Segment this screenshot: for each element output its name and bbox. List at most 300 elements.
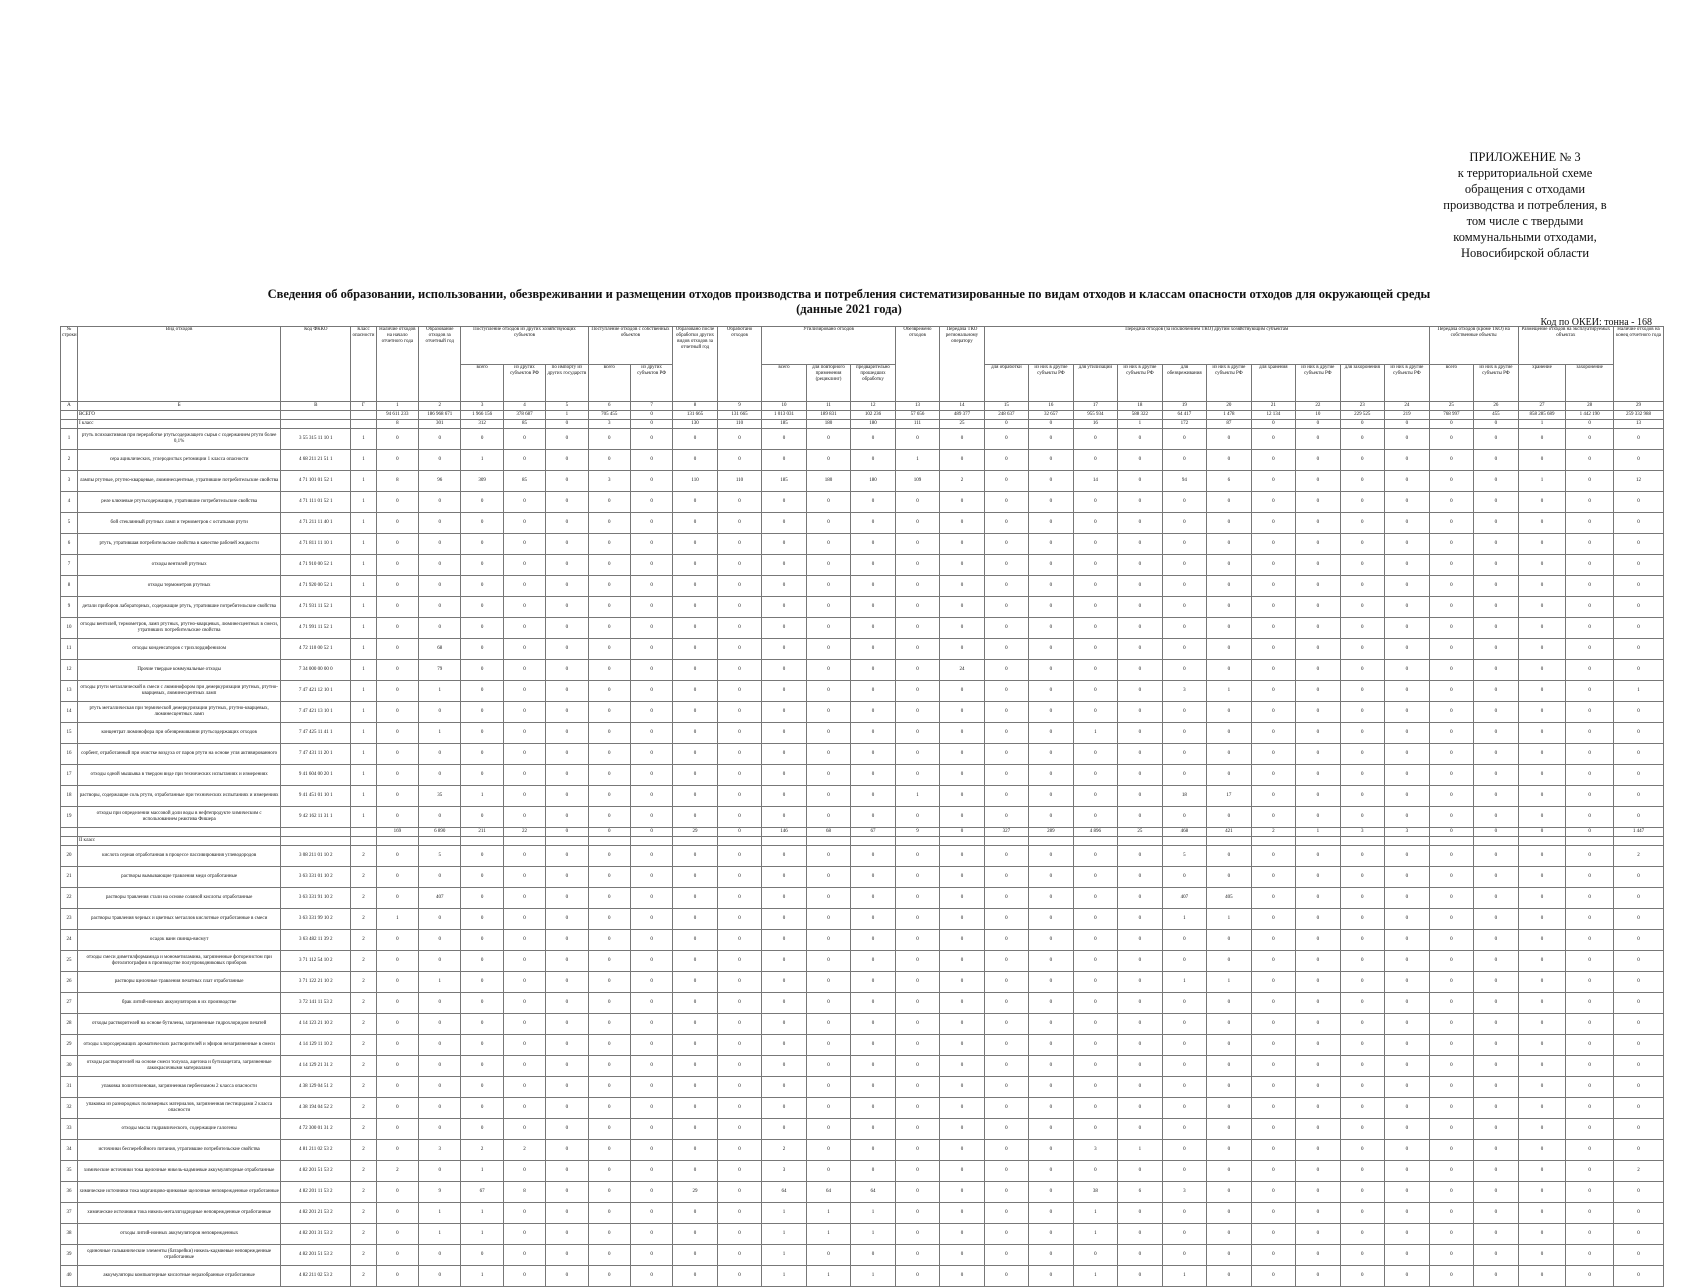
waste-name: кислота серная отработанная в процессе пассивирования углеводородов	[77, 846, 280, 867]
table-cell: 0	[461, 1098, 503, 1119]
table-cell: 0	[984, 723, 1028, 744]
table-cell: 0	[1566, 951, 1614, 972]
table-cell: 0	[546, 660, 588, 681]
table-cell: 0	[1614, 702, 1664, 723]
table-cell: 0	[419, 1056, 461, 1077]
table-cell: 3	[1162, 681, 1206, 702]
table-cell: 0	[1029, 450, 1073, 471]
table-cell: 0	[851, 930, 895, 951]
table-cell: 0	[717, 867, 761, 888]
table-cell: 0	[717, 744, 761, 765]
table-cell: 0	[1429, 1182, 1473, 1203]
table-cell: 211	[461, 828, 503, 837]
table-cell: 0	[1340, 951, 1384, 972]
column-number-cell: А	[61, 402, 78, 411]
table-cell: 0	[717, 1056, 761, 1077]
table-cell: 0	[419, 492, 461, 513]
table-cell: 0	[717, 576, 761, 597]
table-cell: 0	[376, 1014, 418, 1035]
table-cell: 0	[984, 909, 1028, 930]
table-cell: 0	[984, 765, 1028, 786]
table-cell: 0	[1340, 744, 1384, 765]
table-cell: 0	[1207, 1077, 1251, 1098]
table-cell: 0	[673, 1119, 717, 1140]
header-sub: из них в другие субъекты РФ	[1118, 365, 1162, 402]
table-cell: 0	[419, 867, 461, 888]
column-number-cell: 15	[984, 402, 1028, 411]
table-cell: 0	[1385, 765, 1430, 786]
column-number-cell: 25	[1429, 402, 1473, 411]
table-cell: 0	[503, 1056, 545, 1077]
table-cell: 0	[461, 909, 503, 930]
table-cell: 0	[673, 930, 717, 951]
table-cell: 0	[762, 618, 806, 639]
column-number-cell: 5	[546, 402, 588, 411]
table-cell: 0	[630, 597, 672, 618]
table-cell: 0	[1251, 513, 1295, 534]
table-cell: 0	[503, 1098, 545, 1119]
table-cell: 0	[376, 513, 418, 534]
table-cell: 130	[673, 420, 717, 429]
table-row	[61, 1035, 1664, 1056]
table-cell: 0	[588, 744, 630, 765]
table-cell: 17	[1207, 786, 1251, 807]
table-cell: 0	[1073, 951, 1117, 972]
table-cell: 489 377	[940, 411, 984, 420]
table-cell: 0	[1118, 1077, 1162, 1098]
table-cell: 0	[717, 951, 761, 972]
table-cell: 0	[1385, 993, 1430, 1014]
table-cell: 0	[940, 930, 984, 951]
table-cell: 0	[1207, 723, 1251, 744]
table-cell: 0	[940, 1203, 984, 1224]
table-cell: 0	[1251, 1119, 1295, 1140]
table-cell: 0	[1073, 1014, 1117, 1035]
table-cell: 0	[806, 618, 850, 639]
table-cell: 0	[376, 867, 418, 888]
table-cell: 12	[1614, 471, 1664, 492]
table-cell: 0	[762, 909, 806, 930]
table-cell: 0	[503, 513, 545, 534]
table-cell: 0	[1207, 993, 1251, 1014]
table-cell: 111	[895, 420, 939, 429]
table-cell: 0	[1340, 1182, 1384, 1203]
table-cell: 0	[1340, 909, 1384, 930]
row-label: I класс	[77, 420, 280, 429]
fkko-code: 3 72 141 11 53 2	[281, 993, 351, 1014]
table-cell: 0	[1029, 1119, 1073, 1140]
table-cell: 0	[588, 681, 630, 702]
table-cell: 0	[895, 1161, 939, 1182]
table-cell: 0	[461, 867, 503, 888]
appendix-line: обращения с отходами	[1464, 182, 1586, 196]
table-cell: 0	[851, 909, 895, 930]
table-cell: 0	[762, 1119, 806, 1140]
fkko-code: 3 63 482 11 39 2	[281, 930, 351, 951]
table-cell: 0	[1429, 744, 1473, 765]
table-cell: 68	[419, 639, 461, 660]
table-cell: 0	[1296, 951, 1340, 972]
table-cell: 0	[503, 888, 545, 909]
hazard-class: 1	[351, 555, 376, 576]
table-cell: 327	[984, 828, 1028, 837]
fkko-code: 4 82 201 51 53 2	[281, 1245, 351, 1266]
table-cell: 0	[461, 930, 503, 951]
hazard-class: 2	[351, 1266, 376, 1287]
table-cell: 0	[1566, 1077, 1614, 1098]
table-cell: 0	[1296, 681, 1340, 702]
table-cell: 0	[1118, 1203, 1162, 1224]
table-cell: 0	[1251, 1035, 1295, 1056]
row-number: 40	[61, 1266, 78, 1287]
fkko-code: 4 71 101 01 52 1	[281, 471, 351, 492]
table-cell: 0	[895, 1224, 939, 1245]
table-row	[61, 450, 1664, 471]
table-cell: 0	[1340, 930, 1384, 951]
table-cell: 0	[1118, 1224, 1162, 1245]
table-cell: 0	[588, 597, 630, 618]
table-cell	[461, 837, 503, 846]
table-cell: 0	[1474, 993, 1519, 1014]
table-cell: 0	[546, 807, 588, 828]
table-cell: 0	[762, 930, 806, 951]
table-cell: 0	[1518, 972, 1566, 993]
table-cell: 0	[1385, 1203, 1430, 1224]
table-cell: 0	[1029, 1161, 1073, 1182]
table-cell: 0	[1474, 1224, 1519, 1245]
table-cell: 1	[851, 1224, 895, 1245]
table-cell: 0	[1340, 1077, 1384, 1098]
fkko-code: 3 63 331 99 10 2	[281, 909, 351, 930]
table-cell: 0	[1029, 513, 1073, 534]
table-cell: 0	[630, 702, 672, 723]
table-cell: 94 611 233	[376, 411, 418, 420]
table-cell: 0	[984, 660, 1028, 681]
table-row	[61, 1161, 1664, 1182]
table-cell: 0	[588, 723, 630, 744]
hazard-class: 1	[351, 492, 376, 513]
table-cell: 0	[940, 786, 984, 807]
table-cell: 38	[1073, 1182, 1117, 1203]
table-cell: 0	[1429, 1224, 1473, 1245]
table-cell: 1	[762, 1245, 806, 1266]
table-cell: 0	[673, 1245, 717, 1266]
table-cell: 0	[1073, 1098, 1117, 1119]
table-cell: 0	[1614, 1245, 1664, 1266]
table-cell: 0	[588, 1224, 630, 1245]
table-cell: 1	[1296, 828, 1340, 837]
table-cell: 0	[1566, 867, 1614, 888]
table-cell: 0	[1474, 1266, 1519, 1287]
table-cell: 0	[940, 555, 984, 576]
header-sub: всего	[1429, 365, 1473, 402]
table-cell: 0	[984, 1098, 1028, 1119]
column-number-cell: 19	[1162, 402, 1206, 411]
row-number: 37	[61, 1203, 78, 1224]
column-number-cell: 18	[1118, 402, 1162, 411]
table-cell: 0	[1251, 846, 1295, 867]
table-cell: 0	[806, 765, 850, 786]
table-cell: 0	[940, 702, 984, 723]
table-cell: 180	[806, 471, 850, 492]
table-cell: 131 665	[673, 411, 717, 420]
table-cell: 0	[851, 702, 895, 723]
table-cell: 0	[895, 1056, 939, 1077]
table-cell: 0	[1385, 597, 1430, 618]
table-cell: 0	[588, 1014, 630, 1035]
table-cell: 5	[419, 846, 461, 867]
table-body	[61, 411, 1664, 1287]
table-cell: 0	[1518, 744, 1566, 765]
table-cell: 0	[1340, 1098, 1384, 1119]
table-cell	[503, 837, 545, 846]
table-cell: 0	[1474, 1119, 1519, 1140]
table-cell: 0	[546, 1056, 588, 1077]
table-cell: 0	[1251, 555, 1295, 576]
table-cell: 0	[1614, 951, 1664, 972]
table-cell: 0	[1385, 681, 1430, 702]
table-cell: 0	[717, 786, 761, 807]
table-cell: 0	[1118, 807, 1162, 828]
column-number-cell: В	[281, 402, 351, 411]
waste-name: источники бесперебойного питания, утратившие потребительские свойства	[77, 1140, 280, 1161]
table-row	[61, 471, 1664, 492]
table-cell: 0	[1207, 765, 1251, 786]
column-number-cell: 12	[851, 402, 895, 411]
table-cell: 0	[1162, 576, 1206, 597]
table-cell: 0	[1296, 534, 1340, 555]
table-cell: 0	[1429, 702, 1473, 723]
table-cell: 0	[1251, 534, 1295, 555]
table-cell: 0	[376, 597, 418, 618]
hazard-class: 2	[351, 909, 376, 930]
appendix-line: ПРИЛОЖЕНИЕ № 3	[1469, 150, 1581, 164]
hazard-class: 2	[351, 846, 376, 867]
table-cell: 0	[1118, 867, 1162, 888]
table-cell: 0	[1614, 1266, 1664, 1287]
table-cell: 0	[673, 807, 717, 828]
table-cell: 0	[1207, 534, 1251, 555]
header-end-balance: Наличие отходов на конец отчетного года	[1614, 327, 1664, 402]
header-formed: Образование отходов за отчетный год	[419, 327, 461, 402]
table-cell: 0	[1207, 1014, 1251, 1035]
table-cell: 0	[673, 951, 717, 972]
table-cell: 0	[1614, 1077, 1664, 1098]
table-cell: 0	[1614, 1140, 1664, 1161]
table-cell: 0	[940, 723, 984, 744]
table-cell	[940, 837, 984, 846]
table-cell: 0	[588, 1161, 630, 1182]
table-cell: 9	[895, 828, 939, 837]
table-cell: 0	[419, 1245, 461, 1266]
table-cell: 0	[895, 429, 939, 450]
table-cell: 0	[1296, 1140, 1340, 1161]
table-cell: 0	[1340, 492, 1384, 513]
table-cell: 0	[984, 555, 1028, 576]
table-cell: 110	[673, 471, 717, 492]
table-cell: 0	[1474, 555, 1519, 576]
table-cell: 0	[630, 909, 672, 930]
table-cell: 0	[1029, 1098, 1073, 1119]
table-cell: 0	[1207, 807, 1251, 828]
header-sub: из других субъектов РФ	[503, 365, 545, 402]
appendix-line: том числе с твердыми	[1466, 214, 1584, 228]
fkko-code: 4 82 211 02 53 2	[281, 1266, 351, 1287]
table-cell: 0	[984, 429, 1028, 450]
table-cell: 0	[461, 555, 503, 576]
table-cell: 0	[1474, 951, 1519, 972]
table-cell: 0	[1385, 951, 1430, 972]
table-cell: 0	[895, 993, 939, 1014]
table-cell: 1	[1073, 1224, 1117, 1245]
table-cell: 0	[673, 702, 717, 723]
table-cell: 0	[1162, 951, 1206, 972]
table-cell: 0	[806, 555, 850, 576]
table-cell: 3	[588, 420, 630, 429]
table-cell: 0	[1207, 618, 1251, 639]
table-cell: 0	[1118, 846, 1162, 867]
table-cell: 0	[1073, 744, 1117, 765]
table-cell: 0	[588, 1056, 630, 1077]
table-cell: 0	[1251, 867, 1295, 888]
hazard-class: 2	[351, 951, 376, 972]
table-cell: 0	[1429, 828, 1473, 837]
table-cell: 0	[1296, 513, 1340, 534]
table-cell: 0	[1162, 555, 1206, 576]
fkko-code: 4 14 129 21 31 2	[281, 1056, 351, 1077]
table-cell: 0	[851, 1056, 895, 1077]
table-cell: 0	[1474, 930, 1519, 951]
table-row	[61, 867, 1664, 888]
table-cell: 0	[1162, 1161, 1206, 1182]
table-cell: 0	[1207, 597, 1251, 618]
table-cell: 0	[376, 765, 418, 786]
table-cell: 94	[1162, 471, 1206, 492]
table-cell: 0	[940, 639, 984, 660]
table-cell: 0	[1029, 1140, 1073, 1161]
table-cell: 0	[419, 702, 461, 723]
table-cell: 0	[1029, 1056, 1073, 1077]
table-cell: 0	[1251, 807, 1295, 828]
table-cell: 0	[546, 786, 588, 807]
header-sub: захоронение	[1566, 365, 1614, 402]
table-cell: 0	[895, 597, 939, 618]
table-cell: 0	[1340, 993, 1384, 1014]
table-cell: 0	[1073, 888, 1117, 909]
table-cell: 0	[717, 846, 761, 867]
table-cell: 0	[1518, 993, 1566, 1014]
table-cell: 0	[419, 513, 461, 534]
table-cell: 0	[806, 450, 850, 471]
table-cell: 301	[419, 420, 461, 429]
table-cell: 0	[851, 846, 895, 867]
fkko-code: 4 72 110 00 52 1	[281, 639, 351, 660]
table-cell: 0	[1385, 1056, 1430, 1077]
table-cell: 2	[1251, 828, 1295, 837]
table-cell: 0	[1429, 1140, 1473, 1161]
table-cell: 0	[806, 723, 850, 744]
table-row	[61, 1077, 1664, 1098]
table-cell: 0	[503, 576, 545, 597]
column-number-cell: 1	[376, 402, 418, 411]
table-cell: 3	[419, 1140, 461, 1161]
table-row	[61, 1203, 1664, 1224]
table-cell: 455	[1474, 411, 1519, 420]
table-cell	[351, 837, 376, 846]
header-sub: всего	[461, 365, 503, 402]
table-cell: 0	[503, 909, 545, 930]
table-cell: 0	[1029, 576, 1073, 597]
table-cell: 0	[717, 1203, 761, 1224]
table-cell: 0	[1385, 429, 1430, 450]
table-cell: 0	[419, 765, 461, 786]
fkko-code: 7 47 421 12 10 1	[281, 681, 351, 702]
table-cell: 8	[376, 471, 418, 492]
table-cell: 1	[851, 1266, 895, 1287]
hazard-class: 1	[351, 513, 376, 534]
table-cell	[673, 837, 717, 846]
table-cell: 0	[1118, 513, 1162, 534]
title-line-1: Сведения об образовании, использовании, обезвреживании и размещении отходов производства и потребления систематизированные по видам отходов и классам опасности отходов для окружающей среды	[267, 287, 1431, 301]
table-cell: 0	[940, 846, 984, 867]
table-cell: 12 134	[1251, 411, 1295, 420]
table-cell	[1162, 837, 1206, 846]
table-cell: 0	[851, 1140, 895, 1161]
table-cell: 0	[1474, 450, 1519, 471]
table-cell: 0	[940, 1182, 984, 1203]
table-cell: 0	[1207, 744, 1251, 765]
table-cell: 0	[1073, 993, 1117, 1014]
table-cell: 0	[1296, 1035, 1340, 1056]
table-cell: 0	[1614, 786, 1664, 807]
table-cell: 0	[806, 951, 850, 972]
table-cell: 0	[1296, 660, 1340, 681]
row-number: 9	[61, 597, 78, 618]
table-cell: 0	[588, 702, 630, 723]
hazard-class: 2	[351, 1098, 376, 1119]
table-cell: 0	[673, 1035, 717, 1056]
table-cell: 0	[1614, 450, 1664, 471]
table-cell: 0	[984, 744, 1028, 765]
row-number: 7	[61, 555, 78, 576]
table-cell: 0	[940, 1077, 984, 1098]
table-cell: 0	[1073, 1077, 1117, 1098]
table-cell: 0	[1118, 1098, 1162, 1119]
table-cell	[588, 837, 630, 846]
table-cell: 2	[940, 471, 984, 492]
table-cell: 0	[895, 972, 939, 993]
table-cell: 64 417	[1162, 411, 1206, 420]
table-cell: 67	[461, 1182, 503, 1203]
table-cell: 0	[673, 429, 717, 450]
table-cell: 0	[1162, 993, 1206, 1014]
table-cell: 0	[1251, 1014, 1295, 1035]
table-cell: 0	[806, 807, 850, 828]
table-cell: 0	[1614, 909, 1664, 930]
column-number-cell: 7	[630, 402, 672, 411]
waste-name: отходы смеси диметилформамида и монометиламина, загрязненные фоторезистом при фотолитографии в производстве полупроводниковых приборов	[77, 951, 280, 972]
table-cell: 0	[419, 1161, 461, 1182]
table-cell: 0	[851, 618, 895, 639]
table-cell: 0	[1029, 429, 1073, 450]
table-cell: 0	[1251, 1224, 1295, 1245]
header-sub: хранение	[1518, 365, 1566, 402]
table-cell: 0	[1162, 1224, 1206, 1245]
table-cell: 0	[1029, 555, 1073, 576]
table-cell: 0	[630, 660, 672, 681]
table-cell: 0	[940, 492, 984, 513]
fkko-code: 3 63 331 01 10 2	[281, 867, 351, 888]
